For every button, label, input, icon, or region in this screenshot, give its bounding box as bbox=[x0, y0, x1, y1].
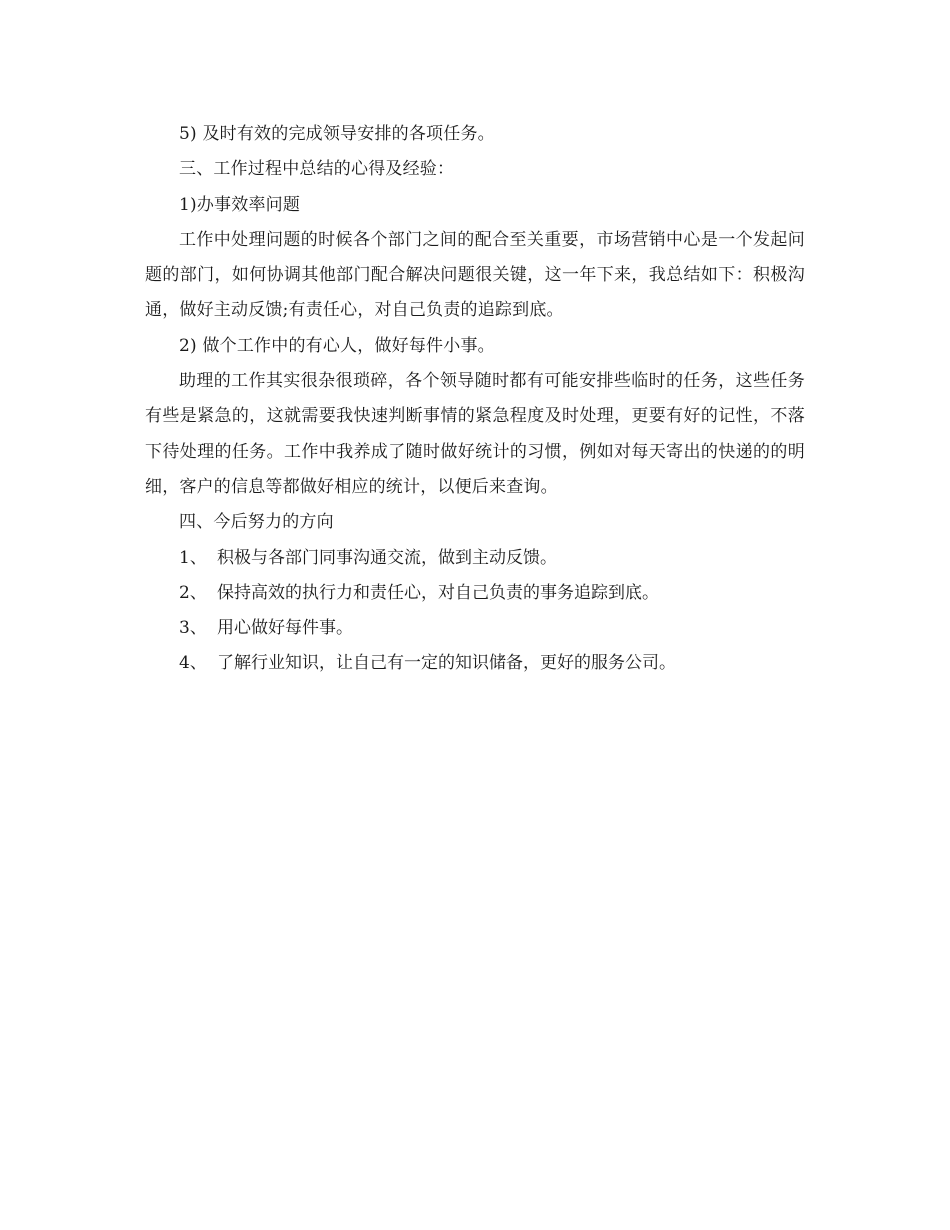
subheading-efficiency: 1)办事效率问题 bbox=[179, 194, 301, 215]
list-item bbox=[145, 611, 805, 646]
list-item-number: 3、 bbox=[179, 618, 207, 639]
list-item-text: 用心做好每件事。 bbox=[217, 618, 353, 639]
list-item bbox=[145, 541, 805, 576]
list-item-number: 1、 bbox=[179, 547, 207, 568]
paragraph-efficiency: 工作中处理问题的时候各个部门之间的配合至关重要，市场营销中心是一个发起问题的部门，如何协调其他部门配合解决问题很关键，这一年下来，我总结如下：积极沟通，做好主动反馈;有责任心，对自己负责的追踪到底。 bbox=[145, 229, 805, 321]
list-item-text: 积极与各部门同事沟通交流，做到主动反馈。 bbox=[217, 547, 557, 568]
document-body bbox=[145, 117, 805, 682]
list-item bbox=[145, 646, 805, 681]
list-item-text: 保持高效的执行力和责任心，对自己负责的事务追踪到底。 bbox=[217, 582, 659, 603]
list-item-number: 2、 bbox=[179, 582, 207, 603]
list-item bbox=[145, 576, 805, 611]
list-item-text: 了解行业知识，让自己有一定的知识储备，更好的服务公司。 bbox=[217, 653, 676, 674]
section-heading-future: 四、今后努力的方向 bbox=[179, 512, 334, 533]
paragraph-assistant-work: 助理的工作其实很杂很琐碎，各个领导随时都有可能安排些临时的任务，这些任务有些是紧急的，这就需要我快速判断事情的紧急程度及时处理，更要有好的记性，不落下待处理的任务。工作中我养成了随时做好统计的习惯，例如对每天寄出的快递的的明细，客户的信息等都做好相应的统计，以便后来查询。 bbox=[145, 371, 805, 497]
section-heading-experience: 三、工作过程中总结的心得及经验： bbox=[179, 159, 455, 180]
task-item-5: 5) 及时有效的完成领导安排的各项任务。 bbox=[179, 124, 495, 144]
subheading-attentive: 2) 做个工作中的有心人，做好每件小事。 bbox=[179, 335, 495, 356]
list-item-number: 4、 bbox=[179, 653, 207, 674]
